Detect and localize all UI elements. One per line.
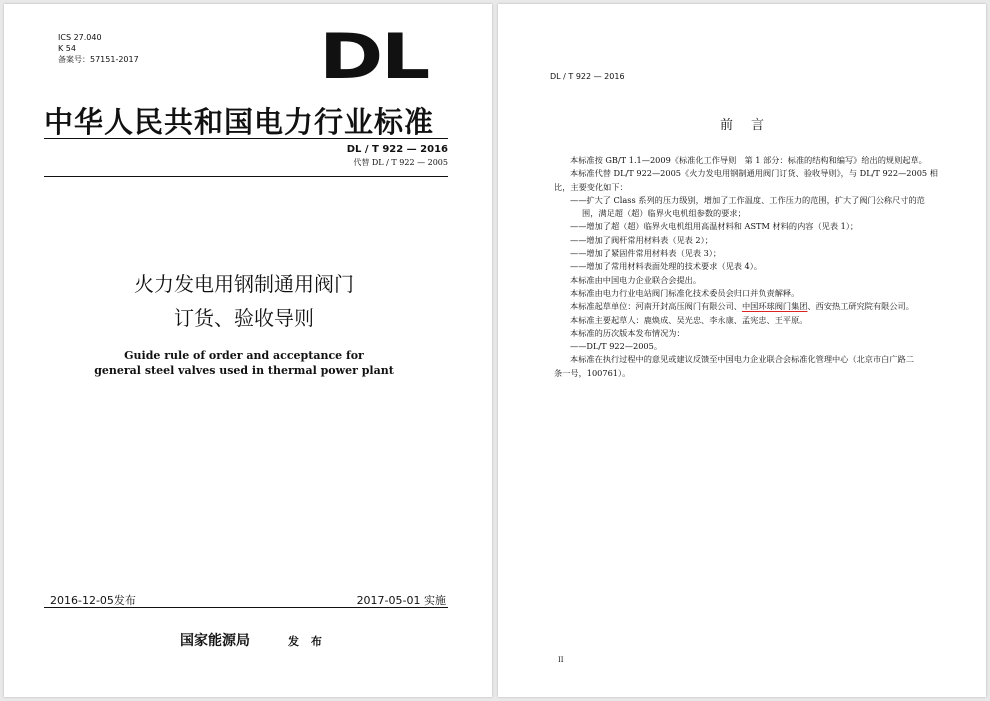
list-item: ——增加了紧固件常用材料表（见表 3）； (570, 248, 722, 259)
paragraph: 本标准按 GB/T 1.1—2009《标准化工作导则 第 1 部分：标准的结构和编写》给出的规则起草。 (570, 155, 927, 165)
standard-title: 中华人民共和国电力行业标准 (44, 105, 435, 139)
implementation-date: 2017-05-01 实施 (356, 594, 446, 607)
bottom-rule (44, 607, 448, 608)
drafting-unit-1: 本标准起草单位：河南开封高压阀门有限公司、 (570, 301, 742, 312)
drafting-unit-3: 、西安热工研究院有限公司。 (807, 301, 914, 312)
title-cn-line1: 火力发电用钢制通用阀门 (134, 272, 354, 296)
list-item: ——扩大了 Class 系列的压力级别，增加了工作温度、工作压力的范围，扩大了阀门公称尺寸的范 (570, 194, 925, 205)
title-en-line2: general steel valves used in thermal power plant (94, 364, 394, 377)
list-item: ——增加了阀杆常用材料表（见表 2）； (570, 234, 713, 245)
page-number: II (558, 656, 564, 664)
publish-label: 发 布 (288, 635, 326, 648)
cover-page (4, 4, 492, 697)
standard-number: DL / T 922 — 2016 (346, 144, 448, 155)
paragraph: 本标准代替 DL/T 922—2005《火力发电用钢制通用阀门订货、验收导则》，与 DL/T 922—2005 相 (570, 168, 938, 179)
top-rule (44, 138, 448, 139)
ics-code: ICS 27.040 (58, 33, 102, 42)
paragraph: 本标准的历次版本发布情况为： (570, 327, 685, 338)
highlighted-unit: 中国环球阀门集团 (741, 301, 808, 312)
paragraph: 本标准由中国电力企业联合会提出。 (570, 274, 702, 285)
list-item-continuation: 围，满足超（超）临界火电机组参数的要求； (582, 208, 746, 219)
classification-code: K 54 (58, 44, 76, 53)
foreword-body (554, 154, 944, 380)
paragraph: 本标准主要起草人：鹿焕成、吴光忠、李永康、孟宪忠、王平原。 (570, 314, 808, 325)
drafting-units (554, 300, 944, 313)
foreword-page (498, 4, 986, 697)
dl-logo: DL (319, 20, 428, 93)
paragraph: 条一号，100761）。 (554, 367, 631, 378)
paragraph: 本标准由电力行业电站阀门标准化技术委员会归口并负责解释。 (570, 287, 800, 298)
list-item: ——增加了常用材料表面处理的技术要求（见表 4）。 (570, 261, 763, 272)
title-cn-line2: 订货、验收导则 (174, 306, 314, 330)
paragraph: 本标准在执行过程中的意见或建议反馈至中国电力企业联合会标准化管理中心（北京市白广路二 (570, 354, 914, 365)
foreword-title: 前言 (719, 118, 782, 133)
running-head: DL / T 922 — 2016 (550, 72, 625, 81)
list-item: ——DL/T 922—2005。 (570, 341, 663, 352)
filing-number: 备案号：57151-2017 (58, 55, 139, 64)
list-item: ——增加了超（超）临界火电机组用高温材料和 ASTM 材料的内容（见表 1）； (570, 221, 859, 232)
supersedes-note: 代替 DL / T 922 — 2005 (353, 158, 448, 167)
title-en-line1: Guide rule of order and acceptance for (124, 349, 364, 362)
paragraph: 比，主要变化如下： (554, 181, 628, 192)
issue-date: 2016-12-05发布 (50, 594, 136, 607)
middle-rule (44, 176, 448, 177)
publisher: 国家能源局 (180, 633, 250, 649)
